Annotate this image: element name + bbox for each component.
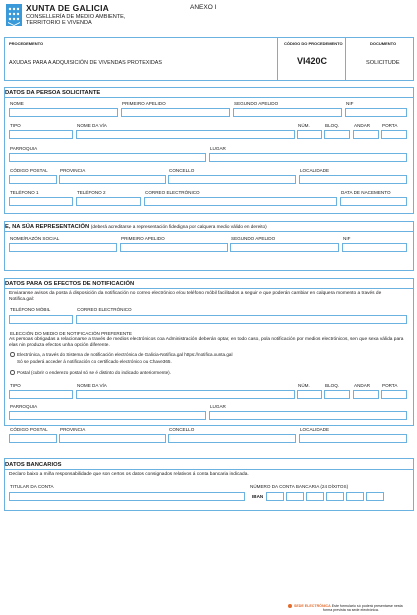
applicant-correo-field[interactable] [144,197,337,206]
label-notif-provincia: PROVINCIA [60,427,86,432]
label-notif-nome-via: NOME DA VÍA [77,383,107,388]
document-cell [345,38,414,80]
notification-intro: Enviaranse avisos da posta á disposición da notificación no correo electrónico e/ou teléfono móbil facilitados a seguir e que poderán cambiar en calquera momento a través de Notifica.gal: [9,291,382,302]
applicant-telefono2-field[interactable] [76,197,141,206]
section-divider [4,97,413,98]
radio-postal[interactable] [10,370,15,375]
label-titular: TITULAR DA CONTA [10,484,54,489]
option-electronic-sub: Só se poderá acceder á notificación co certificado electrónico ou Chave365. [17,359,172,364]
footer-note: SEDE ELECTRÓNICA Este formulario só poderá presentarse nesta forma prevista na sede electrónica. [288,604,413,612]
label-notif-andar: ANDAR [354,383,371,388]
document-label: DOCUMENTO [370,41,397,46]
option-postal-label: Postal (cubrir o enderezo postal só se é distinto do indicado anteriormente). [17,370,171,375]
applicant-andar-field[interactable] [353,130,379,139]
code-label: CÓDIGO DO PROCEDEMENTO [284,41,343,46]
label-nome-razon: NOME/RAZÓN SOCIAL [10,236,60,241]
department-name: CONSELLERÍA DE MEDIO AMBIENTE, TERRITORIO E VIVENDA [26,14,126,27]
notif-nome-via-field[interactable] [76,390,295,399]
bank-declaration: Declaro baixo a miña responsabilidade que son certos os datos consignados relativos á conta bancaria indicada. [9,472,249,477]
notif-andar-field[interactable] [353,390,379,399]
label-notif-localidade: LOCALIDADE [300,427,330,432]
label-correo: CORREO ELECTRÓNICO [145,190,200,195]
notif-parroquia-field[interactable] [9,411,206,420]
applicant-data-nacemento-field[interactable] [340,197,407,206]
notification-title: DATOS PARA OS EFECTOS DE NOTIFICACIÓN [5,281,135,287]
applicant-provincia-field[interactable] [59,175,166,184]
label-concello: CONCELLO [169,168,195,173]
label-segundo-apelido: SEGUNDO APELIDO [234,101,279,106]
notif-lugar-field[interactable] [209,411,407,420]
label-notif-lugar: LUGAR [210,404,226,409]
label-primeiro-apelido: PRIMEIRO APELIDO [122,101,166,106]
applicant-localidade-field[interactable] [299,175,407,184]
label-rep-primeiro-apelido: PRIMEIRO APELIDO [121,236,165,241]
label-numero-conta: NÚMERO DA CONTA BANCARIA (24 DÍXITOS) [250,484,349,489]
applicant-parroquia-field[interactable] [9,153,206,162]
label-notif-parroquia: PARROQUIA [10,404,38,409]
iban-part-2[interactable] [286,492,304,501]
applicant-lugar-field[interactable] [209,153,407,162]
iban-part-4[interactable] [326,492,344,501]
applicant-nome-field[interactable] [9,108,118,117]
notif-tipo-field[interactable] [9,390,73,399]
applicant-segundo-apelido-field[interactable] [233,108,342,117]
rep-nome-field[interactable] [9,243,117,252]
label-nome-via: NOME DA VÍA [77,123,107,128]
notif-telefono-mobil-field[interactable] [9,315,73,324]
rep-nif-field[interactable] [342,243,407,252]
bank-section [4,458,414,511]
section-divider [4,231,413,232]
radio-electronic[interactable] [10,352,15,357]
label-telefono-mobil: TELÉFONO MÓBIL [10,307,51,312]
iban-part-6[interactable] [366,492,384,501]
rep-primeiro-apelido-field[interactable] [120,243,228,252]
label-andar: ANDAR [354,123,371,128]
label-codigo-postal: CÓDIGO POSTAL [10,168,48,173]
label-data-nacemento: DATA DE NACEMENTO [341,190,391,195]
iban-part-5[interactable] [346,492,364,501]
code-value: VI420C [297,56,328,66]
code-cell [277,38,346,80]
label-notif-bloq: BLOQ. [325,383,340,388]
label-tipo: TIPO [10,123,21,128]
representation-title: E, NA SÚA REPRESENTACIÓN (deberá acreditarse a representación fidedigna por calquera medio válido en dereito) [5,224,267,230]
label-telefono1: TELÉFONO 1 [10,190,39,195]
label-notif-tipo: TIPO [10,383,21,388]
notification-medio-text: As persoas obrigadas a relacionarse a través de medios electrónicos coa Administración deberán optar, en todo caso, pola notificación por medios electrónicos, sen que sexa válida para elas nin produza efectos unha opción diferente. [9,337,404,348]
applicant-concello-field[interactable] [168,175,296,184]
notif-cp-field[interactable] [9,434,57,443]
option-electronic-label: Electrónica, a través do Sistema de notificación electrónica de Galicia-Notifica.gal https://notifica.xunta.gal [17,352,233,357]
procedure-name: AXUDAS PARA A ADQUISICIÓN DE VIVENDAS PROTEXIDAS [9,60,162,66]
label-notif-correo: CORREO ELECTRÓNICO [77,307,132,312]
label-notif-concello: CONCELLO [169,427,195,432]
applicant-nome-via-field[interactable] [76,130,295,139]
label-medio-title: ELECCIÓN DO MEDIO DE NOTIFICACIÓN PREFERENTE [10,331,133,336]
sede-electronica-icon [288,604,292,608]
applicant-primeiro-apelido-field[interactable] [121,108,230,117]
notif-correo-field[interactable] [76,315,407,324]
iban-label: IBAN [252,494,264,499]
label-notif-porta: PORTA [382,383,398,388]
label-lugar: LUGAR [210,146,226,151]
label-nome: NOME [10,101,24,106]
annex-label: ANEXO I [190,4,217,11]
label-rep-segundo-apelido: SEGUNDO APELIDO [231,236,276,241]
label-bloq: BLOQ. [325,123,340,128]
label-provincia: PROVINCIA [60,168,86,173]
label-localidade: LOCALIDADE [300,168,330,173]
bank-title: DATOS BANCARIOS [5,462,62,468]
notif-bloq-field[interactable] [324,390,350,399]
applicant-porta-field[interactable] [381,130,407,139]
applicant-num-field[interactable] [297,130,322,139]
notif-porta-field[interactable] [381,390,407,399]
applicant-cp-field[interactable] [9,175,57,184]
applicant-telefono1-field[interactable] [9,197,73,206]
rep-segundo-apelido-field[interactable] [230,243,339,252]
notif-provincia-field[interactable] [59,434,166,443]
label-notif-num: NÚM. [298,383,310,388]
iban-part-1[interactable] [266,492,284,501]
procedure-label: PROCEDEMENTO [9,41,44,46]
applicant-tipo-field[interactable] [9,130,73,139]
notif-num-field[interactable] [297,390,322,399]
section-divider [4,288,413,289]
label-porta: PORTA [382,123,398,128]
org-name: XUNTA DE GALICIA [26,3,110,13]
document-value: SOLICITUDE [366,60,400,66]
applicant-bloq-field[interactable] [324,130,350,139]
notif-localidade-field[interactable] [299,434,407,443]
xunta-logo-icon [6,4,22,26]
label-telefono2: TELÉFONO 2 [77,190,106,195]
bank-titular-field[interactable] [9,492,245,501]
procedure-box [4,37,414,81]
label-num: NÚM. [298,123,310,128]
label-nif: NIF [346,101,354,106]
notif-concello-field[interactable] [168,434,296,443]
applicant-title: DATOS DA PERSOA SOLICITANTE [5,90,101,96]
label-rep-nif: NIF [343,236,351,241]
iban-part-3[interactable] [306,492,324,501]
label-notif-codigo-postal: CÓDIGO POSTAL [10,427,48,432]
section-divider [4,469,413,470]
label-parroquia: PARROQUIA [10,146,38,151]
applicant-nif-field[interactable] [345,108,407,117]
